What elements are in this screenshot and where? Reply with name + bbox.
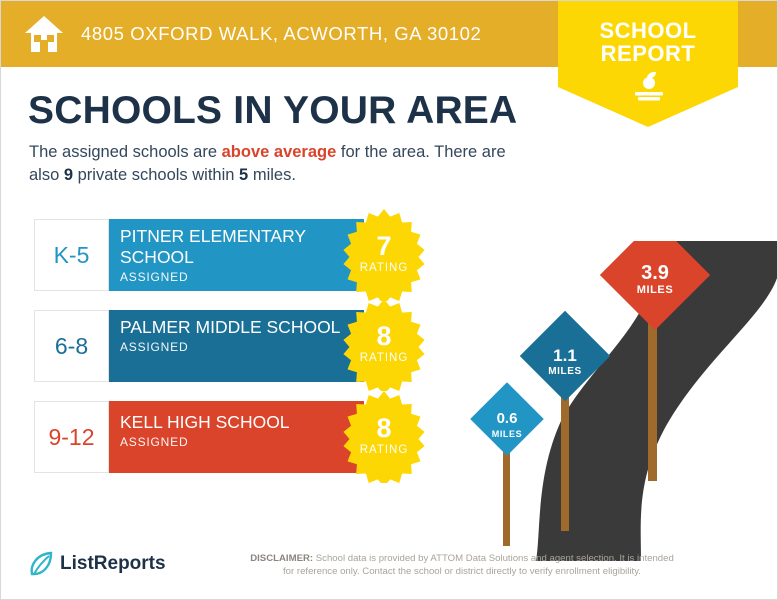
home-icon: [23, 14, 65, 54]
page-subtitle: [29, 141, 549, 187]
school-info-3: [109, 401, 364, 473]
rating-badge-2: [338, 299, 430, 391]
distance-sign-3-text: [484, 408, 530, 439]
listreports-logo[interactable]: [29, 551, 166, 577]
distance-3-value: 0.6: [496, 410, 518, 427]
badge-line-1: SCHOOL: [599, 18, 697, 43]
rating-badge-3: [338, 391, 430, 483]
rating-value-1: 7: [376, 231, 392, 261]
school-status-1: ASSIGNED: [120, 270, 189, 284]
grade-range-2: 6-8: [34, 310, 109, 382]
school-row-3[interactable]: [34, 401, 364, 473]
school-status-3: ASSIGNED: [120, 435, 189, 449]
subtitle-text-2: for the area. There are: [336, 143, 506, 161]
subtitle-text-3: also: [29, 166, 64, 184]
school-row-2[interactable]: [34, 310, 364, 382]
subtitle-text-5: miles.: [248, 166, 296, 184]
header-content: [23, 1, 481, 67]
disclaimer-line-1: School data is provided by ATTOM Data Solutions and agent selection. It is intended: [313, 553, 674, 564]
school-name-1: PITNER ELEMENTARY SCHOOL: [120, 226, 306, 267]
school-info-1: [109, 219, 364, 291]
property-address: 4805 OXFORD WALK, ACWORTH, GA 30102: [81, 23, 482, 44]
subtitle-highlight-count: 9: [63, 166, 74, 184]
apple-book-icon: [630, 71, 668, 105]
subtitle-text-1: The assigned schools are: [29, 143, 222, 161]
distance-1-unit: MILES: [636, 284, 674, 296]
distance-sign-2-text: [538, 345, 592, 377]
grade-range-1: K-5: [34, 219, 109, 291]
subtitle-highlight-radius: 5: [239, 166, 249, 184]
subtitle-text-4: private schools within: [73, 166, 240, 184]
distance-2-value: 1.1: [553, 346, 577, 365]
distance-2-unit: MILES: [548, 366, 582, 377]
disclaimer-line-2: for reference only. Contact the school or district directly to verify enrollment eligibility.: [283, 566, 641, 577]
rating-label-2: RATING: [359, 352, 409, 364]
distance-1-value: 3.9: [641, 262, 669, 284]
school-info-2: [109, 310, 364, 382]
rating-value-2: 8: [376, 321, 392, 351]
rating-value-3: 8: [376, 413, 392, 443]
school-report-badge: [558, 1, 738, 127]
school-status-2: ASSIGNED: [120, 340, 189, 354]
badge-title: [558, 19, 738, 65]
school-row-1[interactable]: [34, 219, 364, 291]
rating-label-1: RATING: [359, 262, 409, 274]
rating-badge-1: [338, 209, 430, 301]
distance-3-unit: MILES: [491, 429, 523, 439]
grade-range-3: 9-12: [34, 401, 109, 473]
leaf-icon: [29, 551, 53, 577]
subtitle-highlight-above-average: above average: [221, 143, 337, 161]
school-name-3: KELL HIGH SCHOOL: [120, 412, 290, 432]
road-illustration: [441, 241, 778, 561]
page-title: SCHOOLS IN YOUR AREA: [28, 89, 518, 132]
badge-line-2: REPORT: [600, 41, 696, 66]
distance-sign-1-text: [623, 263, 687, 296]
disclaimer: [223, 552, 701, 578]
road-graphic: [441, 241, 778, 561]
rating-label-3: RATING: [359, 444, 409, 456]
disclaimer-label: DISCLAIMER:: [250, 553, 314, 564]
school-name-2: PALMER MIDDLE SCHOOL: [120, 317, 341, 337]
logo-text: ListReports: [60, 553, 166, 574]
